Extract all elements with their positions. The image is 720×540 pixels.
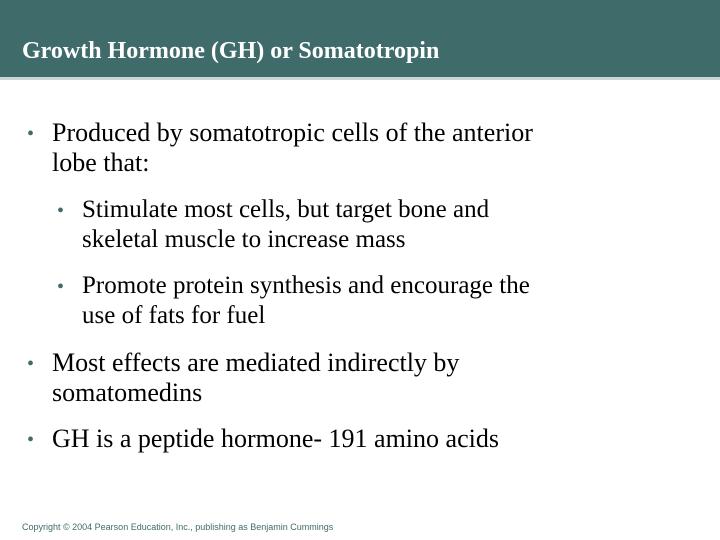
sub-bullet-1-line-1: Stimulate most cells, but target bone and — [82, 196, 490, 223]
bullet-2-text — [52, 348, 459, 408]
title-divider — [0, 77, 720, 80]
bullet-2-line-2: somatomedins — [52, 378, 203, 407]
sub-bullet-1-line-2: skeletal muscle to increase mass — [82, 226, 406, 253]
sub-bullet-1-text — [82, 195, 489, 255]
slide-title: Growth Hormone (GH) or Somatotropin — [22, 38, 440, 64]
sub-bullet-2-line-2: use of fats for fuel — [82, 302, 266, 329]
sub-bullet-2-line-1: Promote protein synthesis and encourage the — [82, 272, 530, 299]
bullet-1-line-2: lobe that: — [52, 148, 150, 177]
sub-bullet-2-text — [82, 271, 530, 331]
title-bar — [0, 0, 720, 77]
sub-bullet-marker: • — [57, 276, 65, 298]
bullet-marker: • — [27, 123, 35, 145]
copyright-footer: Copyright © 2004 Pearson Education, Inc., publishing as Benjamin Cummings — [22, 522, 334, 532]
bullet-marker: • — [27, 429, 35, 451]
bullet-marker: • — [27, 353, 35, 375]
bullet-1-text — [52, 118, 533, 178]
bullet-3-text — [52, 424, 499, 454]
bullet-2-line-1: Most effects are mediated indirectly by — [52, 348, 460, 377]
bullet-3-line-1: GH is a peptide hormone- 191 amino acids — [52, 424, 499, 453]
sub-bullet-marker: • — [57, 200, 65, 222]
bullet-1-line-1: Produced by somatotropic cells of the anterior — [52, 118, 533, 147]
